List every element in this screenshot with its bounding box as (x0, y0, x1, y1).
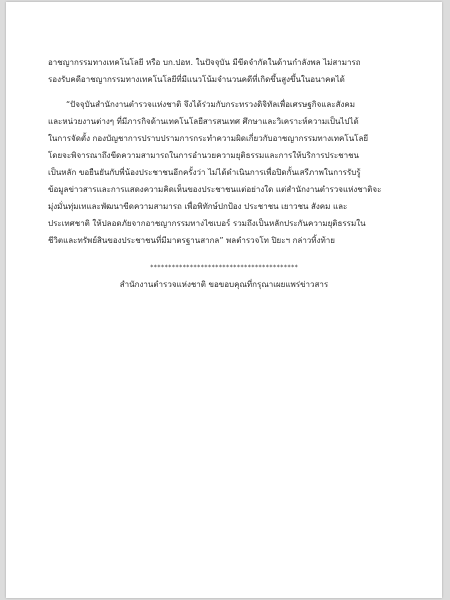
closing-line: สำนักงานตำรวจแห่งชาติ ขอขอบคุณที่กรุณาเผยแพร่ข่าวสาร (119, 280, 329, 289)
paragraph-2 (48, 96, 400, 249)
paragraph-line: รองรับคดีอาชญากรรมทางเทคโนโลยีที่มีแนวโน้มจำนวนคดีที่เกิดขึ้นสูงขึ้นในอนาคตได้ (48, 75, 345, 84)
separator-stars: ***************************************** (149, 264, 299, 271)
paragraph-line: ประเทศชาติ ให้ปลอดภัยจากอาชญากรรมทางไซเบอร์ รวมถึงเป็นหลักประกันความยุติธรรมใน (48, 219, 366, 228)
paragraph-line: และหน่วยงานต่างๆ ที่มีภารกิจด้านเทคโนโลยีสารสนเทศ ศึกษาและวิเคราะห์ความเป็นไปได้ (48, 117, 359, 126)
paragraph-1 (48, 54, 400, 88)
paragraph-line: “ปัจจุบันสำนักงานตำรวจแห่งชาติ จึงได้ร่วมกับกระทรวงดิจิทัลเพื่อเศรษฐกิจและสังคม (66, 100, 356, 109)
paragraph-line: เป็นหลัก ขอยืนยันกับพี่น้องประชาชนอีกครั้งว่า ไม่ได้ดำเนินการเพื่อปิดกั้นเสรีภาพในการรับรู้ (48, 168, 361, 177)
paragraph-line: ในการจัดตั้ง กองบัญชาการปราบปรามการกระทำความผิดเกี่ยวกับอาชญากรรมทางเทคโนโลยี (48, 134, 369, 143)
document-page (6, 2, 442, 598)
paragraph-line: ชีวิตและทรัพย์สินของประชาชนที่มีมาตรฐานสากล” พลตำรวจโท ปิยะฯ กล่าวทิ้งท้าย (48, 236, 335, 245)
paragraph-line: ข้อมูลข่าวสารและการแสดงความคิดเห็นของประชาชนแต่อย่างใด แต่สำนักงานตำรวจแห่งชาติจะ (48, 185, 382, 194)
paragraph-line: โดยจะพิจารณาถึงขีดความสามารถในการอำนวยความยุติธรรมและการให้บริการประชาชน (48, 151, 359, 160)
paragraph-line: อาชญากรรมทางเทคโนโลยี หรือ บก.ปอท. ในปัจจุบัน มีขีดจำกัดในด้านกำลังพล ไม่สามารถ (48, 58, 361, 67)
paragraph-line: มุ่งมั่นทุ่มเทและพัฒนาขีดความสามารถ เพื่อพิทักษ์ปกป้อง ประชาชน เยาวชน สังคม และ (48, 202, 348, 211)
